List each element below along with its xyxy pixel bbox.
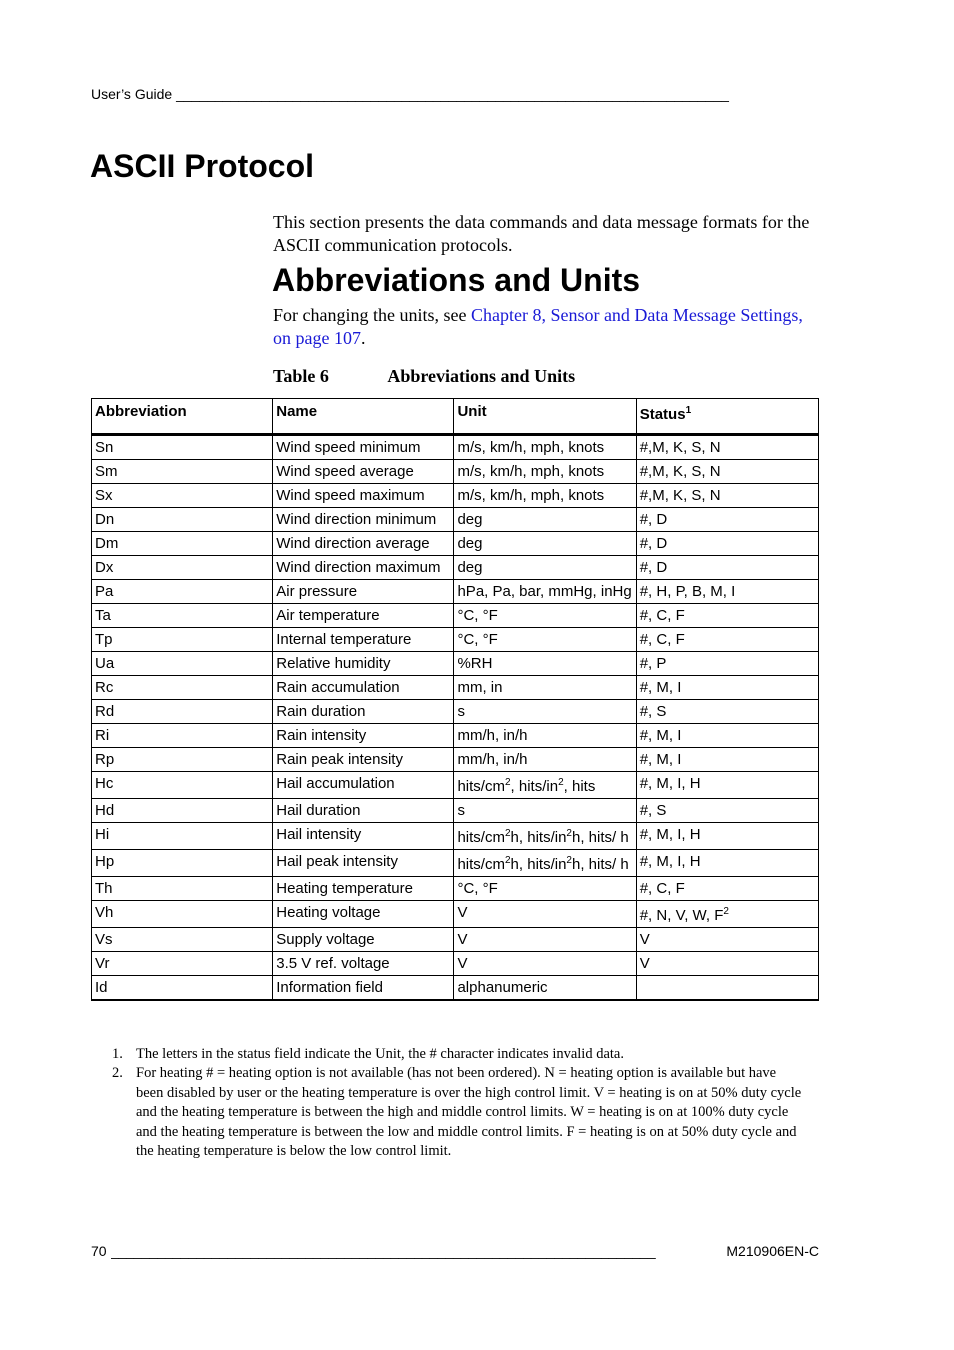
table-row <box>92 901 819 928</box>
unit-cell: V <box>454 952 636 976</box>
footnote-number: 2. <box>112 1065 123 1082</box>
unit-cell: s <box>454 700 636 724</box>
table-number: Table 6 <box>273 366 329 386</box>
unit-cell: s <box>454 799 636 823</box>
abbreviation-cell: Id <box>92 976 273 1001</box>
status-cell: #, D <box>636 508 818 532</box>
status-cell: #,M, K, S, N <box>636 484 818 508</box>
table-row <box>92 652 819 676</box>
unit-text: h, hits/in <box>510 829 567 846</box>
name-cell: Internal temperature <box>273 628 454 652</box>
footnote-number: 1. <box>112 1046 123 1062</box>
unit-cell: %RH <box>454 652 636 676</box>
status-cell: #,M, K, S, N <box>636 435 818 460</box>
running-header <box>91 86 811 102</box>
abbreviation-cell: Dm <box>92 532 273 556</box>
abbreviation-cell: Rp <box>92 748 273 772</box>
table-row <box>92 460 819 484</box>
table-row <box>92 772 819 799</box>
abbreviation-cell: Hc <box>92 772 273 799</box>
unit-cell: deg <box>454 508 636 532</box>
unit-cell: mm, in <box>454 676 636 700</box>
unit-cell: mm/h, in/h <box>454 748 636 772</box>
unit-cell: °C, °F <box>454 877 636 901</box>
table-row <box>92 928 819 952</box>
status-cell <box>636 976 818 1001</box>
unit-cell <box>454 772 636 799</box>
status-cell: #, M, I, H <box>636 823 818 850</box>
table-row <box>92 799 819 823</box>
status-cell: #, M, I <box>636 724 818 748</box>
footnote-2 <box>112 1064 802 1161</box>
unit-text: , hits/in <box>510 778 559 795</box>
status-cell <box>636 901 818 928</box>
header-status <box>636 399 818 435</box>
table-row <box>92 508 819 532</box>
table-row <box>92 580 819 604</box>
unit-text: hits/cm <box>457 856 505 873</box>
table-row <box>92 435 819 460</box>
superscript: 2 <box>558 777 564 788</box>
section-title: Abbreviations and Units <box>272 262 641 298</box>
table-row <box>92 532 819 556</box>
unit-text: h, hits/ h <box>571 856 629 873</box>
header-abbreviation: Abbreviation <box>92 399 273 435</box>
superscript: 2 <box>504 855 511 866</box>
superscript: 2 <box>504 777 511 788</box>
table-row <box>92 850 819 877</box>
name-cell: Wind direction minimum <box>273 508 454 532</box>
abbreviation-cell: Ua <box>92 652 273 676</box>
unit-cell: V <box>454 901 636 928</box>
table-row <box>92 724 819 748</box>
footnote-text: For heating # = heating option is not available (has not been ordered). N = heating option is available but have been disabled by user or the heating temperature is over the high control limit. V = heating is on at 50% duty cycle and the heating temperature is between the high and middle control limits. W = heating is on at 100% duty cycle and the heating temperature is between the low and middle control limits. F = heating is on at 50% duty cycle and the heating temperature is below the low control limit. <box>136 1065 802 1160</box>
unit-text: h, hits/in <box>510 856 567 873</box>
page-footer <box>91 1243 819 1259</box>
name-cell: Wind speed maximum <box>273 484 454 508</box>
abbreviations-table <box>91 398 819 1001</box>
unit-cell: alphanumeric <box>454 976 636 1001</box>
table-row <box>92 748 819 772</box>
status-cell: #, D <box>636 532 818 556</box>
unit-text: h, hits/ h <box>571 829 629 846</box>
status-cell: #, H, P, B, M, I <box>636 580 818 604</box>
unit-cell: m/s, km/h, mph, knots <box>454 460 636 484</box>
abbreviation-cell: Ta <box>92 604 273 628</box>
footnotes <box>112 1045 802 1161</box>
page-title: ASCII Protocol <box>90 148 315 184</box>
unit-cell: °C, °F <box>454 628 636 652</box>
name-cell: Wind speed minimum <box>273 435 454 460</box>
table-title: Abbreviations and Units <box>387 366 576 386</box>
abbreviation-cell: Dn <box>92 508 273 532</box>
status-cell: V <box>636 952 818 976</box>
abbreviation-cell: Vs <box>92 928 273 952</box>
table-caption <box>273 366 575 387</box>
name-cell: Hail peak intensity <box>273 850 454 877</box>
chapter-link[interactable]: Chapter 8, Sensor and Data Message Settings, on page 107 <box>273 305 803 348</box>
superscript: 2 <box>566 855 572 866</box>
status-cell: #,M, K, S, N <box>636 460 818 484</box>
abbreviation-cell: Sn <box>92 435 273 460</box>
unit-cell <box>454 850 636 877</box>
status-cell: V <box>636 928 818 952</box>
name-cell: Hail duration <box>273 799 454 823</box>
table-body <box>92 435 819 1001</box>
abbreviation-cell: Rd <box>92 700 273 724</box>
name-cell: Rain accumulation <box>273 676 454 700</box>
abbreviation-cell: Pa <box>92 580 273 604</box>
status-cell: #, M, I, H <box>636 772 818 799</box>
abbreviation-cell: Rc <box>92 676 273 700</box>
name-cell: Relative humidity <box>273 652 454 676</box>
unit-cell: deg <box>454 532 636 556</box>
footnote-1 <box>112 1045 802 1064</box>
unit-cell: hPa, Pa, bar, mmHg, inHg <box>454 580 636 604</box>
status-cell: #, M, I <box>636 676 818 700</box>
name-cell: Heating temperature <box>273 877 454 901</box>
footnote-mark-1: 1 <box>685 405 692 416</box>
abbreviation-cell: Dx <box>92 556 273 580</box>
abbreviation-cell: Vh <box>92 901 273 928</box>
name-cell: Air pressure <box>273 580 454 604</box>
header-title: User’s Guide <box>91 86 173 102</box>
status-cell: #, D <box>636 556 818 580</box>
abbreviation-cell: Ri <box>92 724 273 748</box>
intro-paragraph: This section presents the data commands and data message formats for the ASCII communication protocols. <box>273 212 810 255</box>
status-cell: #, C, F <box>636 604 818 628</box>
table-row <box>92 604 819 628</box>
table-row <box>92 976 819 1001</box>
name-cell: Hail accumulation <box>273 772 454 799</box>
status-cell: #, S <box>636 700 818 724</box>
superscript: 2 <box>504 828 511 839</box>
page-number: 70 <box>91 1243 107 1259</box>
status-cell: #, C, F <box>636 628 818 652</box>
unit-cell: deg <box>454 556 636 580</box>
units-note-suffix: . <box>360 328 366 348</box>
name-cell: Wind direction maximum <box>273 556 454 580</box>
unit-cell: mm/h, in/h <box>454 724 636 748</box>
unit-cell: m/s, km/h, mph, knots <box>454 484 636 508</box>
table-row <box>92 952 819 976</box>
units-note-prefix: For changing the units, see <box>273 305 471 325</box>
name-cell: Rain duration <box>273 700 454 724</box>
abbreviation-cell: Vr <box>92 952 273 976</box>
status-text: #, N, V, W, F <box>639 907 724 924</box>
name-cell: Hail intensity <box>273 823 454 850</box>
name-cell: Wind direction average <box>273 532 454 556</box>
footnote-mark-2: 2 <box>723 906 729 917</box>
unit-cell <box>454 823 636 850</box>
footnote-text: The letters in the status field indicate the Unit, the # character indicates invalid data. <box>136 1046 624 1062</box>
units-note <box>273 304 823 350</box>
unit-cell: V <box>454 928 636 952</box>
status-cell: #, M, I <box>636 748 818 772</box>
abbreviation-cell: Hp <box>92 850 273 877</box>
unit-text: , hits <box>563 778 596 795</box>
name-cell: Information field <box>273 976 454 1001</box>
unit-cell: m/s, km/h, mph, knots <box>454 435 636 460</box>
table-row <box>92 877 819 901</box>
name-cell: Wind speed average <box>273 460 454 484</box>
header-status-label: Status <box>639 406 686 423</box>
footer-rule: ______________________________________________________________________ <box>110 1243 656 1259</box>
table-row <box>92 484 819 508</box>
abbreviation-cell: Th <box>92 877 273 901</box>
table-row <box>92 823 819 850</box>
superscript: 2 <box>566 828 572 839</box>
abbreviation-cell: Hi <box>92 823 273 850</box>
status-cell: #, M, I, H <box>636 850 818 877</box>
table-row <box>92 628 819 652</box>
table-header-row <box>92 399 819 435</box>
table-row <box>92 676 819 700</box>
unit-text: hits/cm <box>457 829 505 846</box>
abbreviation-cell: Tp <box>92 628 273 652</box>
name-cell: 3.5 V ref. voltage <box>273 952 454 976</box>
header-name: Name <box>273 399 454 435</box>
abbreviation-cell: Hd <box>92 799 273 823</box>
table-row <box>92 700 819 724</box>
status-cell: #, S <box>636 799 818 823</box>
status-cell: #, P <box>636 652 818 676</box>
abbreviation-cell: Sm <box>92 460 273 484</box>
unit-cell: °C, °F <box>454 604 636 628</box>
name-cell: Rain peak intensity <box>273 748 454 772</box>
status-cell: #, C, F <box>636 877 818 901</box>
header-rule: _______________________________________________________________________ <box>176 86 729 102</box>
name-cell: Air temperature <box>273 604 454 628</box>
document-code: M210906EN-C <box>726 1243 819 1259</box>
abbreviation-cell: Sx <box>92 484 273 508</box>
name-cell: Rain intensity <box>273 724 454 748</box>
name-cell: Heating voltage <box>273 901 454 928</box>
table-row <box>92 556 819 580</box>
header-unit: Unit <box>454 399 636 435</box>
name-cell: Supply voltage <box>273 928 454 952</box>
unit-text: hits/cm <box>457 778 505 795</box>
